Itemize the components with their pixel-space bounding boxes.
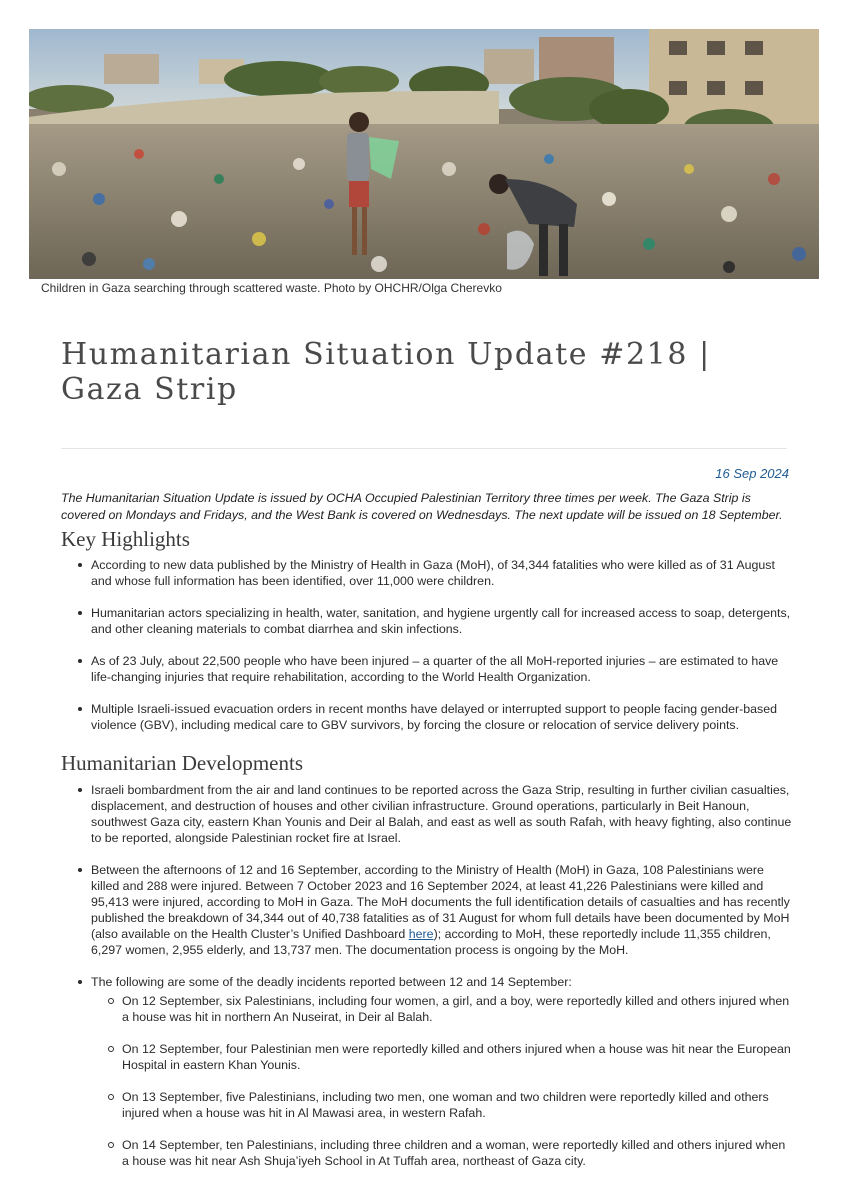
- photo-caption: Children in Gaza searching through scattered waste. Photo by OHCHR/Olga Cherevko: [41, 281, 502, 295]
- list-item: According to new data published by the Ministry of Health in Gaza (MoH), of 34,344 fatalities who were killed as of 31 August and whose full information has been identified, over 11,000 were children.: [61, 557, 793, 589]
- dashboard-link[interactable]: here: [408, 927, 434, 941]
- incident-item: On 13 September, five Palestinians, including two men, one woman and two children were reportedly killed and others injured when a house was hit in Al Mawasi area, in western Rafah.: [91, 1089, 793, 1121]
- incidents-intro: The following are some of the deadly incidents reported between 12 and 14 September:: [91, 975, 572, 989]
- list-item: As of 23 July, about 22,500 people who have been injured – a quarter of the all MoH-reported injuries – are estimated to have life-changing injuries that require rehabilitation, according to the World Health Organization.: [61, 653, 793, 685]
- humanitarian-developments-heading: Humanitarian Developments: [61, 751, 304, 775]
- hero-photo: [29, 29, 819, 279]
- list-item-incidents: [61, 974, 793, 1169]
- publish-date: 16 Sep 2024: [715, 466, 789, 481]
- developments-list: [61, 782, 793, 1185]
- casualties-text-after: ); according to MoH, these reportedly include 11,355 children, 6,297 women, 2,955 elderly, and 13,737 men. The documentation process is ongoing by the MoH.: [91, 927, 771, 957]
- incident-item: On 12 September, six Palestinians, including four women, a girl, and a boy, were reportedly killed and others injured when a house was hit in northern An Nuseirat, in Deir al Balah.: [91, 993, 793, 1025]
- incident-item: On 12 September, four Palestinian men were reportedly killed and others injured when a house was hit near the European Hospital in eastern Khan Younis.: [91, 1041, 793, 1073]
- list-item: Israeli bombardment from the air and land continues to be reported across the Gaza Strip, resulting in further civilian casualties, displacement, and destruction of houses and other civilian infrastructure. Ground operations, particularly in Beit Hanoun, southwest Gaza city, eastern Khan Younis and Deir al Balah, and east as well as south Rafah, with heavy fighting, also continue to be reported, alongside Palestinian rocket fire at Israel.: [61, 782, 793, 846]
- hero-photo-illustration: [29, 29, 819, 279]
- key-highlights-list: [61, 557, 793, 749]
- list-item: Multiple Israeli-issued evacuation orders in recent months have delayed or interrupted support to people facing gender-based violence (GBV), including medical care to GBV survivors, by forcing the closure or relocation of service delivery points.: [61, 701, 793, 733]
- key-highlights-heading: Key Highlights: [61, 527, 190, 551]
- page-title: Humanitarian Situation Update #218 | Gaza Strip: [61, 337, 711, 407]
- incident-item: On 14 September, ten Palestinians, including three children and a woman, were reportedly killed and others injured when a house was hit near Ash Shuja’iyeh School in At Tuffah area, northeast of Gaza city.: [91, 1137, 793, 1169]
- list-item-casualties: [61, 862, 793, 958]
- list-item: Humanitarian actors specializing in health, water, sanitation, and hygiene urgently call for increased access to soap, detergents, and other cleaning materials to combat diarrhea and skin infections.: [61, 605, 793, 637]
- intro-paragraph: The Humanitarian Situation Update is issued by OCHA Occupied Palestinian Territory three times per week. The Gaza Strip is covered on Mondays and Fridays, and the West Bank is covered on Wednesdays. The next update will be issued on 18 September.: [61, 491, 783, 522]
- title-divider: [61, 448, 787, 449]
- casualties-text-before: Between the afternoons of 12 and 16 September, according to the Ministry of Health (MoH) in Gaza, 108 Palestinians were killed and 288 were injured. Between 7 October 2023 and 16 September 2024, at least 41,226 Palestinians were killed and 95,413 were injured, according to MoH in Gaza. The MoH documents the full identification details of casualties and has recently published the breakdown of 34,344 out of 40,738 fatalities as of 31 August for whom full details have been documented by MoH (also available on the Health Cluster’s Unified Dashboard: [91, 863, 790, 941]
- incidents-sublist: [91, 993, 793, 1169]
